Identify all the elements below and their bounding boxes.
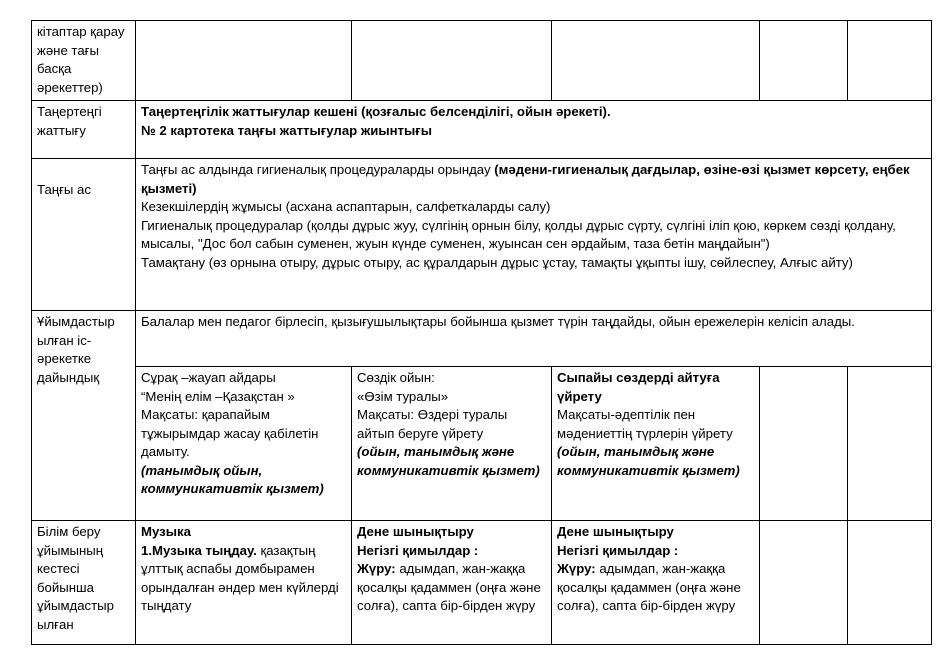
breakfast-paragraph: Тамақтану (өз орнына отыру, дұрыс отыру, ас құралдарын дұрыс ұстау, тамақты ұқыпты ішу, сөйлеспеу, Алғыс айту) (141, 254, 853, 270)
prep-intro-text: Балалар мен педагог бірлесіп, қызығушылықтары бойынша қызмет түрін таңдайды, ойын ережелерін келісіп алады. (141, 314, 855, 329)
empty-cell (848, 521, 932, 645)
table-row (32, 159, 932, 311)
row-label (32, 521, 136, 645)
schedule-line (357, 560, 546, 616)
activity-line: “Менің елім –Қазақстан » (141, 388, 295, 404)
exercise-line: № 2 картотека таңғы жаттығулар жиынтығы (141, 122, 433, 138)
table-row (32, 367, 932, 521)
row-label-text: Білім беру ұйымының кестесі бойынша ұйымдастыр ылған (37, 524, 114, 632)
schedule-text: қазақтың ұлттық аспабы домбырамен орындалған әндер мен күйлерді тыңдату (141, 542, 339, 613)
breakfast-paragraph (141, 161, 926, 198)
schedule-bold: 1.Музыка тыңдау. (141, 542, 257, 558)
table-row (32, 21, 932, 101)
schedule-subtitle: Негізгі қимылдар : (357, 542, 479, 558)
empty-cell (760, 21, 848, 101)
schedule-title: Дене шынықтыру (357, 524, 474, 539)
empty-cell (760, 367, 848, 521)
schedule-cell (552, 521, 760, 645)
activity-line: Мақсаты-әдептілік пен мәдениеттің түрлерін үйрету (557, 407, 733, 441)
empty-cell (848, 21, 932, 101)
row-label (32, 159, 136, 311)
activity-line: «Өзім туралы» (357, 388, 449, 404)
breakfast-content (136, 159, 932, 311)
schedule-title: Дене шынықтыру (557, 524, 674, 539)
row-label-text: кітаптар қарау және тағы басқа әрекеттер) (37, 24, 125, 95)
prep-activity-cell (552, 367, 760, 521)
prep-activity-cell (352, 367, 552, 521)
activity-line: Мақсаты: қарапайым тұжырымдар жасау қабілетін дамыту. (141, 407, 319, 459)
activity-tag: (ойын, танымдық және коммуникативтік қызмет) (357, 444, 540, 478)
schedule-bold: Жүру: (557, 561, 596, 576)
activity-line: Мақсаты: Өздері туралы айтып беруге үйрету (357, 407, 508, 441)
schedule-line (141, 542, 346, 616)
breakfast-text: Таңғы ас алдында гигиеналық процедураларды орындау (141, 162, 495, 177)
activity-title: Сыпайы сөздерді айтуға үйрету (557, 370, 720, 404)
daily-plan-table (31, 20, 932, 645)
prep-activity-cell (136, 367, 352, 521)
exercise-line: Таңертеңгілік жаттығулар кешені (қозғалыс белсенділігі, ойын әрекеті). (141, 104, 611, 119)
schedule-cell (136, 521, 352, 645)
empty-cell (136, 21, 352, 101)
breakfast-bold: (мәдени-гигиеналық дағдылар, өзіне-өзі қызмет көрсету, еңбек қызметі) (141, 162, 910, 196)
row-label-text: Таңғы ас (37, 182, 91, 197)
row-label-text: Таңертеңгі жаттығу (37, 104, 102, 138)
table-row (32, 311, 932, 367)
exercise-content (136, 101, 932, 159)
schedule-cell (352, 521, 552, 645)
schedule-bold: Жүру: (357, 561, 396, 576)
breakfast-paragraph: Гигиеналық процедуралар (қолды дұрыс жуу, сүлгінің орнын білу, қолды дұрыс сүрту, сүлгіні іліп қою, көркем сөзді қолдану, мысалы, "Дос бол сабын суменен, жуын күнде суменен, жуынсан сен әрдайым, таза бетін маңдайын") (141, 217, 896, 251)
activity-tag: (ойын, танымдық және коммуникативтік қызмет) (557, 444, 740, 478)
empty-cell (352, 21, 552, 101)
activity-line: Сұрақ –жауап айдары (141, 370, 276, 385)
row-label-text: Ұйымдастыр ылған іс-әрекетке дайындық (37, 314, 115, 385)
row-label (32, 101, 136, 159)
schedule-subtitle: Негізгі қимылдар : (557, 542, 679, 558)
row-label (32, 21, 136, 101)
activity-tag: (танымдық ойын, коммуникативтік қызмет) (141, 462, 324, 496)
prep-intro (136, 311, 932, 367)
table-row (32, 101, 932, 159)
schedule-text: адымдап, жан-жаққа қосалқы қадаммен (оңға және солға), сапта бір-бірден жүру (557, 561, 741, 613)
empty-cell (848, 367, 932, 521)
empty-cell (552, 21, 760, 101)
schedule-title: Музыка (141, 524, 191, 539)
empty-cell (760, 521, 848, 645)
breakfast-paragraph: Кезекшілердің жұмысы (асхана аспаптарын, салфеткаларды салу) (141, 199, 551, 214)
schedule-text: адымдап, жан-жаққа қосалқы қадаммен (оңға және солға), сапта бір-бірден жүру (357, 561, 541, 613)
table-row (32, 521, 932, 645)
schedule-line (557, 560, 754, 616)
row-label (32, 311, 136, 521)
activity-line: Сөздік ойын: (357, 370, 435, 385)
